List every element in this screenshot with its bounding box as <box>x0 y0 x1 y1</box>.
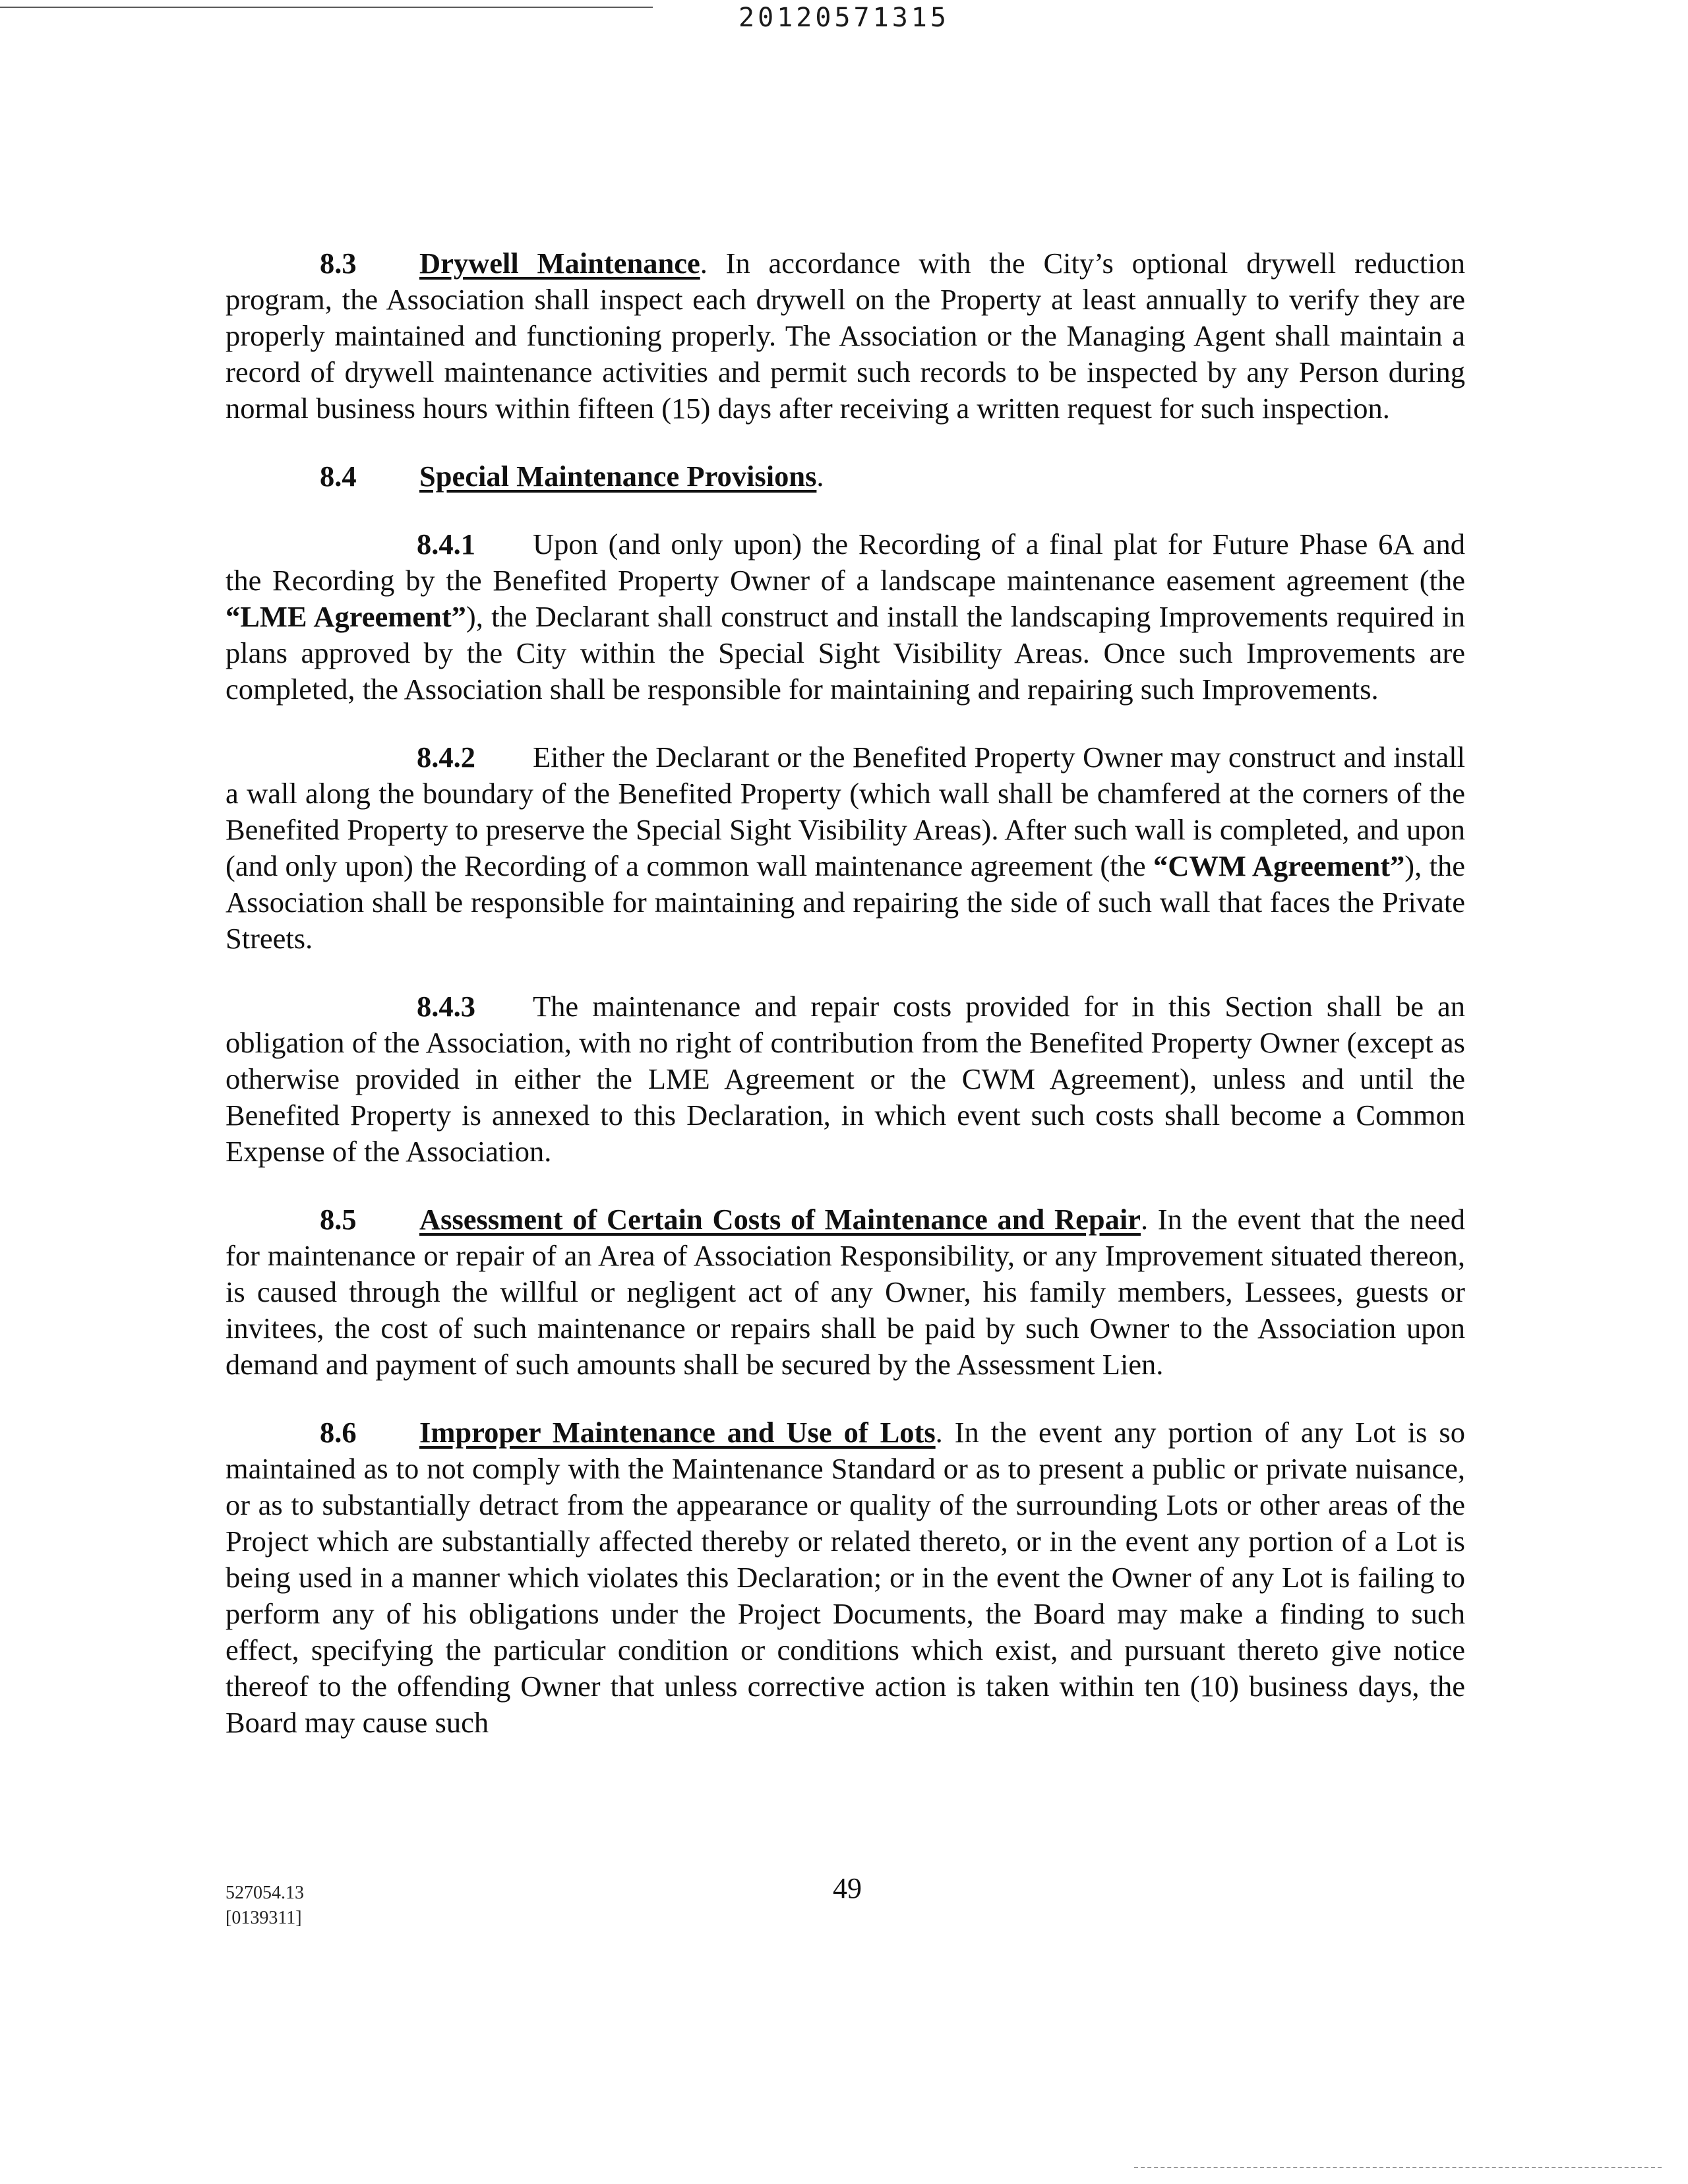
footer-document-id <box>226 1881 304 1931</box>
section-8-3 <box>226 245 1465 427</box>
section-8-4-1 <box>226 526 1465 708</box>
section-title: Drywell Maintenance <box>419 247 700 280</box>
section-title: Special Maintenance Provisions <box>419 460 817 493</box>
page-number: 49 <box>833 1872 862 1904</box>
subsection-text-b: ), the Association shall be responsible for maintaining and repairing the side of such wall that faces the Private Streets. <box>226 849 1466 955</box>
subsection-text: The maintenance and repair costs provided for in this Section shall be an obligation of the Association, with no right of contribution from the Benefited Property Owner (except as otherwise provided in either the LME Agreement or the CWM Agreement), unless and until the Benefited Property is annexed to this Declaration, in which event such costs shall become a Common Expense of the Association. <box>226 990 1465 1168</box>
subsection-number: 8.4.1 <box>417 528 475 561</box>
section-text: . In the event that the need for maintenance or repair of an Area of Association Responsibility, or any Improvement situated thereon, is caused through the willful or negligent act of any Owner, his family members, Lessees, guests or invitees, the cost of such maintenance or repairs shall be paid by such Owner to the Association upon demand and payment of such amounts shall be secured by the Assessment Lien. <box>226 1203 1465 1381</box>
section-title: Assessment of Certain Costs of Maintenance and Repair <box>419 1203 1141 1236</box>
section-8-6 <box>226 1414 1465 1741</box>
section-text: . <box>816 460 824 493</box>
section-text: . In the event any portion of any Lot is so maintained as to not comply with the Maintenance Standard or as to present a public or private nuisance, or as to substantially detract from the appearance or quality of the surrounding Lots or other areas of the Project which are substantially affected thereby or related thereto, or in the event any portion of a Lot is being used in a manner which violates this Declaration; or in the event the Owner of any Lot is failing to perform any of his obligations under the Project Documents, the Board may make a finding to such effect, specifying the particular condition or conditions which exist, and pursuant thereto give notice thereof to the offending Owner that unless corrective action is taken within ten (10) business days, the Board may cause such <box>226 1416 1465 1739</box>
subsection-text-b: ), the Declarant shall construct and install the landscaping Improvements required in plans approved by the City within the Special Sight Visibility Areas. Once such Improvements are completed, the Association shall be responsible for maintaining and repairing such Improvements. <box>226 600 1465 706</box>
subsection-text-a: Upon (and only upon) the Recording of a final plat for Future Phase 6A and the Recording by the Benefited Property Owner of a landscape maintenance easement agreement (the <box>226 528 1465 597</box>
section-number: 8.6 <box>320 1416 357 1449</box>
defined-term: “CWM Agreement” <box>1153 849 1405 882</box>
section-text: . In accordance with the City’s optional drywell reduction program, the Association shall inspect each drywell on the Property at least annually to verify they are properly maintained and functioning properly. The Association or the Managing Agent shall maintain a record of drywell maintenance activities and permit such records to be inspected by any Person during normal business hours within fifteen (15) days after receiving a written request for such inspection. <box>226 247 1465 425</box>
section-number: 8.4 <box>320 460 357 493</box>
section-8-5 <box>226 1201 1465 1383</box>
file-reference: [0139311] <box>226 1908 302 1928</box>
recording-number: 20120571315 <box>738 3 950 33</box>
section-number: 8.3 <box>320 247 357 280</box>
defined-term: “LME Agreement” <box>226 600 466 633</box>
subsection-text-a: Either the Declarant or the Benefited Property Owner may construct and install a wall along the boundary of the Benefited Property (which wall shall be chamfered at the corners of the Benefited Property to preserve the Special Sight Visibility Areas). After such wall is completed, and upon (and only upon) the Recording of a common wall maintenance agreement (the <box>226 741 1465 882</box>
section-8-4-2 <box>226 739 1465 957</box>
section-8-4-3 <box>226 988 1465 1170</box>
section-8-4 <box>226 458 1465 495</box>
scan-edge-line-bottom <box>1134 2167 1662 2168</box>
subsection-number: 8.4.3 <box>417 990 475 1023</box>
document-body <box>226 245 1465 1773</box>
section-title: Improper Maintenance and Use of Lots <box>419 1416 936 1449</box>
doc-id: 527054.13 <box>226 1883 304 1903</box>
subsection-number: 8.4.2 <box>417 741 475 774</box>
section-number: 8.5 <box>320 1203 357 1236</box>
